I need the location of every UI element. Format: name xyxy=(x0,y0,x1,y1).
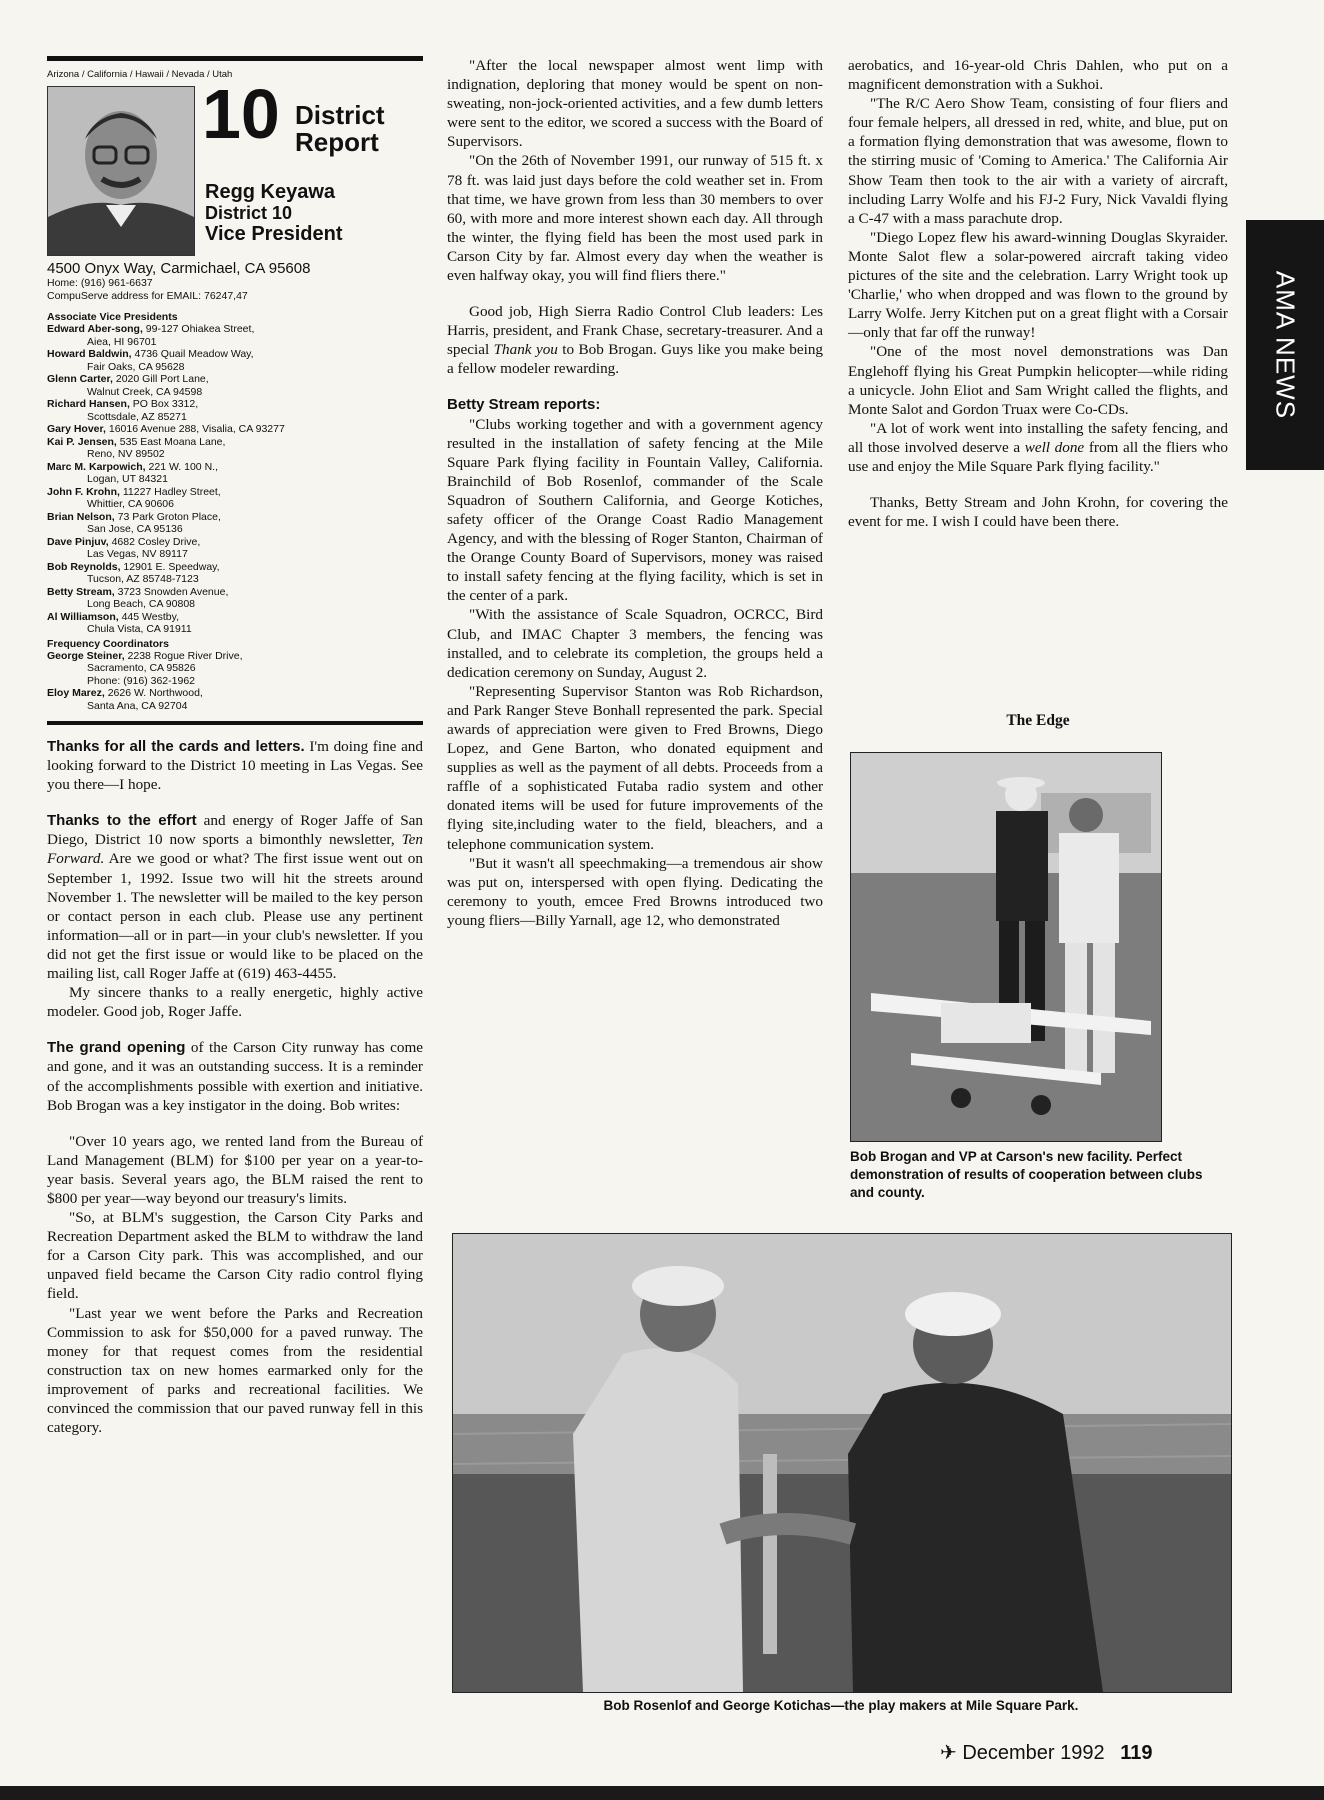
vp-home-phone: Home: (916) 961-6637 xyxy=(47,277,153,289)
person-entry xyxy=(47,436,423,461)
col3-para-5-text-a: "A lot of work went into installing the safety fencing, and all those involved deserve a xyxy=(848,419,1228,456)
person-address: 2626 W. Northwood, xyxy=(104,687,203,699)
well-done-emphasis: well done xyxy=(1024,438,1085,456)
photo-mile-square-park xyxy=(452,1233,1232,1693)
frequency-list xyxy=(47,650,423,713)
person-address: 12901 E. Speedway, xyxy=(120,560,220,573)
col2-para-3-text-a: Good job, High Sierra Radio Control Club leaders: Les Harris, president, and Frank Chase, secretary-treasurer. And a special xyxy=(447,303,823,359)
person-line-1 xyxy=(47,348,423,361)
person-address-line: Reno, NV 89502 xyxy=(87,448,165,460)
vp-address: 4500 Onyx Way, Carmichael, CA 95608 xyxy=(47,260,311,277)
person-entry xyxy=(47,561,423,586)
col3-para-1: aerobatics, and 16-year-old Chris Dahlen, who put on a magnificent demonstration with a Sukhoi. xyxy=(848,57,1228,94)
col2-para-3-text-b: to Bob Brogan. Guys like you make being a fellow modeler rewarding. xyxy=(447,341,824,378)
person-line-1 xyxy=(47,373,423,386)
lead-grand-opening: The grand opening xyxy=(47,1039,186,1057)
person-address-line: Whittier, CA 90606 xyxy=(87,498,174,510)
person-entry xyxy=(47,511,423,536)
col2-para-5: "With the assistance of Scale Squadron, OCRCC, Bird Club, and IMAC Chapter 3 members, the fencing was installed, and to celebrate its completion, the groups held a dedication ceremony on Sunday, August 2. xyxy=(447,606,823,681)
ama-news-label: AMA NEWS xyxy=(1270,270,1301,420)
person-line-1 xyxy=(47,398,423,411)
person-name: Howard Baldwin, xyxy=(47,348,132,360)
district-number: 10 xyxy=(202,75,280,153)
col1-para-2-text-a: and energy of Roger Jaffe of San Diego, District 10 now sports a bimonthly newsletter, xyxy=(47,812,423,849)
person-address: 16016 Avenue 288, Visalia, CA 93277 xyxy=(105,423,285,435)
photo-mile-square-park-image xyxy=(453,1234,1231,1692)
district-states: Arizona / California / Hawaii / Nevada / Utah xyxy=(47,69,233,80)
airplane-icon: ✈ xyxy=(940,1742,957,1764)
person-line-1 xyxy=(47,511,423,524)
page-number: 119 xyxy=(1120,1742,1153,1764)
person-address-line: Chula Vista, CA 91911 xyxy=(87,623,192,635)
person-address: 2020 Gill Port Lane, xyxy=(112,373,209,385)
person-address: 4736 Quail Meadow Way, xyxy=(131,348,254,360)
lead-cards: Thanks for all the cards and letters. xyxy=(47,738,305,755)
person-name: Dave Pinjuv, xyxy=(47,535,109,548)
person-entry xyxy=(47,536,423,561)
col3-para-6: Thanks, Betty Stream and John Krohn, for covering the event for me. I wish I could have been there. xyxy=(848,494,1228,531)
person-name: Brian Nelson, xyxy=(47,510,115,523)
person-entry xyxy=(47,348,423,373)
col3-para-3: "Diego Lopez flew his award-winning Douglas Skyraider. Monte Salot flew a solar-powered aircraft taking video pictures of the site and the celebration. Larry Wright took up 'Charlie,' who when dropped and was flown to the ground by Larry Wolfe. Jerry Kitchen put on a great flight with a Corsair—only that far off the runway! xyxy=(848,228,1228,342)
person-name: Marc M. Karpowich, xyxy=(47,460,146,473)
col1-para-2 xyxy=(47,811,423,983)
person-name: Bob Reynolds, xyxy=(47,560,121,573)
col3-para-4: "One of the most novel demonstrations was Dan Englehoff flying his Great Pumpkin helicopter—while riding a unicycle. John Eliot and Sam Wright called the flights, and Monte Salot and Gordon Truax were Co-CDs. xyxy=(848,343,1228,418)
col1-para-6: "So, at BLM's suggestion, the Carson City Parks and Recreation Department asked the BLM to withdraw the land for a Carson City park. This was accomplished, and our unpaved field became the Carson City radio control flying field. xyxy=(47,1209,423,1303)
person-line-1 xyxy=(47,687,423,700)
person-address: 4682 Cosley Drive, xyxy=(108,535,201,548)
col2-para-2: "On the 26th of November 1991, our runway of 515 ft. x 78 ft. was laid just days before the cold weather set in. From that time, we have grown from less than 30 members to over 60, with more and more interest shown each day. All through the winter, the flying field has been the most used park in Carson City by far. Almost every day when the weather is even halfway okay, you will find fliers there." xyxy=(447,152,823,285)
person-address-line: San Jose, CA 95136 xyxy=(87,523,183,535)
person-name: John F. Krohn, xyxy=(47,485,120,498)
col1-para-2-text-b: Are we good or what? The first issue went out on September 1, 1992. Issue two will hit the streets around November 1. The newsletter will be mailed to the key person or contact person in each club. Please use any pertinent information—all or in part—in your club's newsletter. If you did not get the first issue or would like to be placed on the mailing list, call Roger Jaffe at (619) 463-4455. xyxy=(47,850,423,983)
person-address-line: Fair Oaks, CA 95628 xyxy=(87,360,185,373)
person-line-1 xyxy=(47,536,423,549)
person-line-1 xyxy=(47,461,423,474)
issue-date: December 1992 xyxy=(962,1742,1105,1764)
person-address: 535 East Moana Lane, xyxy=(116,435,226,448)
person-entry xyxy=(47,461,423,486)
person-address-line: Logan, UT 84321 xyxy=(87,473,168,485)
person-name: Kai P. Jensen, xyxy=(47,435,117,448)
district-header xyxy=(47,75,423,254)
col1-para-7: "Last year we went before the Parks and Recreation Commission to ask for $50,000 for a paved runway. The money for that request comes from the residential construction tax on new homes earmarked only for the improvement of parks and recreational facilities. We convinced the commission that our paved runway fell in this category. xyxy=(47,1304,423,1437)
lead-effort: Thanks to the effort xyxy=(47,812,197,830)
col2-para-3 xyxy=(447,302,823,378)
person-address-line: Phone: (916) 362-1962 xyxy=(87,674,195,687)
person-address: 445 Westby, xyxy=(118,610,179,623)
person-line-1 xyxy=(47,436,423,449)
vp-portrait-image xyxy=(48,87,194,255)
person-address-line: Tucson, AZ 85748-7123 xyxy=(87,573,199,585)
vp-portrait xyxy=(47,86,195,256)
person-address: 99-127 Ohiakea Street, xyxy=(142,323,255,335)
person-address: 3723 Snowden Avenue, xyxy=(114,585,229,598)
col2-para-6: "Representing Supervisor Stanton was Rob Richardson, and Park Ranger Steve Bonhall represented the park. Special awards of appreciation were given to Fred Browns, Diego Lopez, and Gene Barton, who donated equipment and supplies as well as the payment of all debts. Proceeds from a raffle of a sophisticated Futaba radio system and other donated items will be used for future improvements of the flying site,including water to the field, bleachers, and a telephone communication system. xyxy=(447,682,823,853)
person-line-1 xyxy=(47,486,423,499)
person-name: Richard Hansen, xyxy=(47,398,130,410)
photo-mile-square-caption: Bob Rosenlof and George Kotichas—the play makers at Mile Square Park. xyxy=(603,1698,1079,1713)
col3-para-2: "The R/C Aero Show Team, consisting of four fliers and four female helpers, all dressed in red, white, and blue, put on a formation flying demonstration that was awesome, flown to the stirring music of 'Coming to America.' The California Air Show Team then took to the air with a variety of aircraft, including Larry Wolfe and his FJ-2 Fury, Nick Vavaldi flying a C-47 with a mass parachute drop. xyxy=(848,95,1228,227)
page-footer xyxy=(940,1740,1152,1765)
person-line-1 xyxy=(47,323,423,336)
person-address: PO Box 3312, xyxy=(129,398,199,410)
bottom-border xyxy=(0,1786,1324,1800)
district-box-bottom-rule xyxy=(47,721,423,725)
person-line-1 xyxy=(47,561,423,574)
person-name: Gary Hover, xyxy=(47,423,106,435)
person-address-line: Scottsdale, AZ 85271 xyxy=(87,410,187,423)
person-address-line: Aiea, HI 96701 xyxy=(87,335,157,348)
person-address-line: Santa Ana, CA 92704 xyxy=(87,699,188,712)
column-2 xyxy=(447,56,823,930)
person-address-line: Walnut Creek, CA 94598 xyxy=(87,385,203,398)
photo-carson-facility xyxy=(850,752,1162,1142)
person-address: 221 W. 100 N., xyxy=(145,460,218,473)
the-edge-title: The Edge xyxy=(1006,712,1070,729)
newsletter-title: Ten Forward. xyxy=(47,831,423,868)
col1-para-1 xyxy=(47,737,423,794)
person-entry xyxy=(47,586,423,611)
associates-list xyxy=(47,323,423,636)
photo-carson-caption: Bob Brogan and VP at Carson's new facility. Perfect demonstration of results of cooperation between clubs and county. xyxy=(850,1149,1203,1200)
betty-stream-subhead: Betty Stream reports: xyxy=(447,395,601,413)
col2-para-4: "Clubs working together and with a government agency resulted in the installation of safety fencing at the Mile Square Park flying facility in Fountain Valley, California. Brainchild of Bob Rosenlof, commander of the Scale Squadron of Southern California, and George Kotiches, safety officer of the Orange Coast Radio Management Agency, and with the blessing of Roger Stanton, Chairman of the Orange County Board of Supervisors, money was raised to install safety fencing at the flying facility, which is set in the center of a park. xyxy=(447,415,823,605)
col3-para-5-text-b: from all the fliers who use and enjoy the Mile Square Park flying facility." xyxy=(848,438,1228,475)
person-entry xyxy=(47,650,423,688)
associates-heading: Associate Vice Presidents xyxy=(47,311,178,323)
col1-para-1-text: I'm doing fine and looking forward to the District 10 meeting in Las Vegas. See you there—I hope. xyxy=(47,738,423,794)
person-name: Betty Stream, xyxy=(47,585,115,598)
vp-email: CompuServe address for EMAIL: 76247,47 xyxy=(47,289,248,302)
person-name: Edward Aber-song, xyxy=(47,323,143,335)
district-word: District xyxy=(295,100,385,130)
col1-para-3: My sincere thanks to a really energetic, highly active modeler. Good job, Roger Jaffe. xyxy=(47,984,423,1021)
person-name: Glenn Carter, xyxy=(47,373,113,385)
person-address-line: Long Beach, CA 90808 xyxy=(87,598,196,610)
person-address: 73 Park Groton Place, xyxy=(114,510,221,523)
person-entry xyxy=(47,486,423,511)
ama-news-tab xyxy=(1246,220,1324,470)
person-name: Eloy Marez, xyxy=(47,687,105,699)
report-word: Report xyxy=(295,127,379,157)
col2-para-1: "After the local newspaper almost went limp with indignation, deploring that money would be spent on non-sweating, non-jock-oriented activities, and a few dumb letters were sent to the editor, we scored a success with the Board of Supervisors. xyxy=(447,57,823,151)
col1-para-5: "Over 10 years ago, we rented land from the Bureau of Land Management (BLM) for $100 per year on a year-to-year basis. Several years ago, the BLM raised the rent to $800 per year—way beyond our treasury's limits. xyxy=(47,1132,423,1207)
person-line-1 xyxy=(47,650,423,663)
person-entry xyxy=(47,398,423,423)
col3-para-5 xyxy=(848,419,1228,476)
person-address: 11227 Hadley Street, xyxy=(119,485,221,498)
district-box-top-rule xyxy=(47,56,423,61)
column-3 xyxy=(848,56,1228,531)
person-address: 2238 Rogue River Drive, xyxy=(124,649,243,662)
district-report-title xyxy=(295,102,385,156)
person-entry xyxy=(47,423,423,436)
person-address-line: Sacramento, CA 95826 xyxy=(87,662,196,674)
vp-block xyxy=(205,182,342,245)
person-entry xyxy=(47,373,423,398)
person-address-line: Las Vegas, NV 89117 xyxy=(87,548,188,560)
vp-name: Regg Keyawa xyxy=(205,181,336,203)
person-entry xyxy=(47,687,423,712)
photo-carson-facility-image xyxy=(851,753,1161,1141)
frequency-heading: Frequency Coordinators xyxy=(47,637,169,650)
vp-title: Vice President xyxy=(205,223,343,245)
person-entry xyxy=(47,323,423,348)
person-name: George Steiner, xyxy=(47,649,125,662)
person-line-1 xyxy=(47,611,423,624)
vp-district: District 10 xyxy=(205,203,293,223)
col1-para-4 xyxy=(47,1038,423,1114)
person-line-1 xyxy=(47,423,423,436)
column-1 xyxy=(47,56,423,1437)
person-name: Al Williamson, xyxy=(47,610,119,623)
col2-para-7: "But it wasn't all speechmaking—a tremendous air show was put on, interspersed with open flying. Dedicating the ceremony to youth, emcee Fred Browns introduced two young fliers—Billy Yarnall, age 12, who demonstrated xyxy=(447,854,823,929)
person-line-1 xyxy=(47,586,423,599)
person-entry xyxy=(47,611,423,636)
thank-you-emphasis: Thank you xyxy=(493,341,558,359)
col1-para-4-text: of the Carson City runway has come and gone, and it was an outstanding success. It is a reminder of the accomplishments possible with exertion and initiative. Bob Brogan was a key instigator in the doing. Bob writes: xyxy=(47,1039,423,1114)
